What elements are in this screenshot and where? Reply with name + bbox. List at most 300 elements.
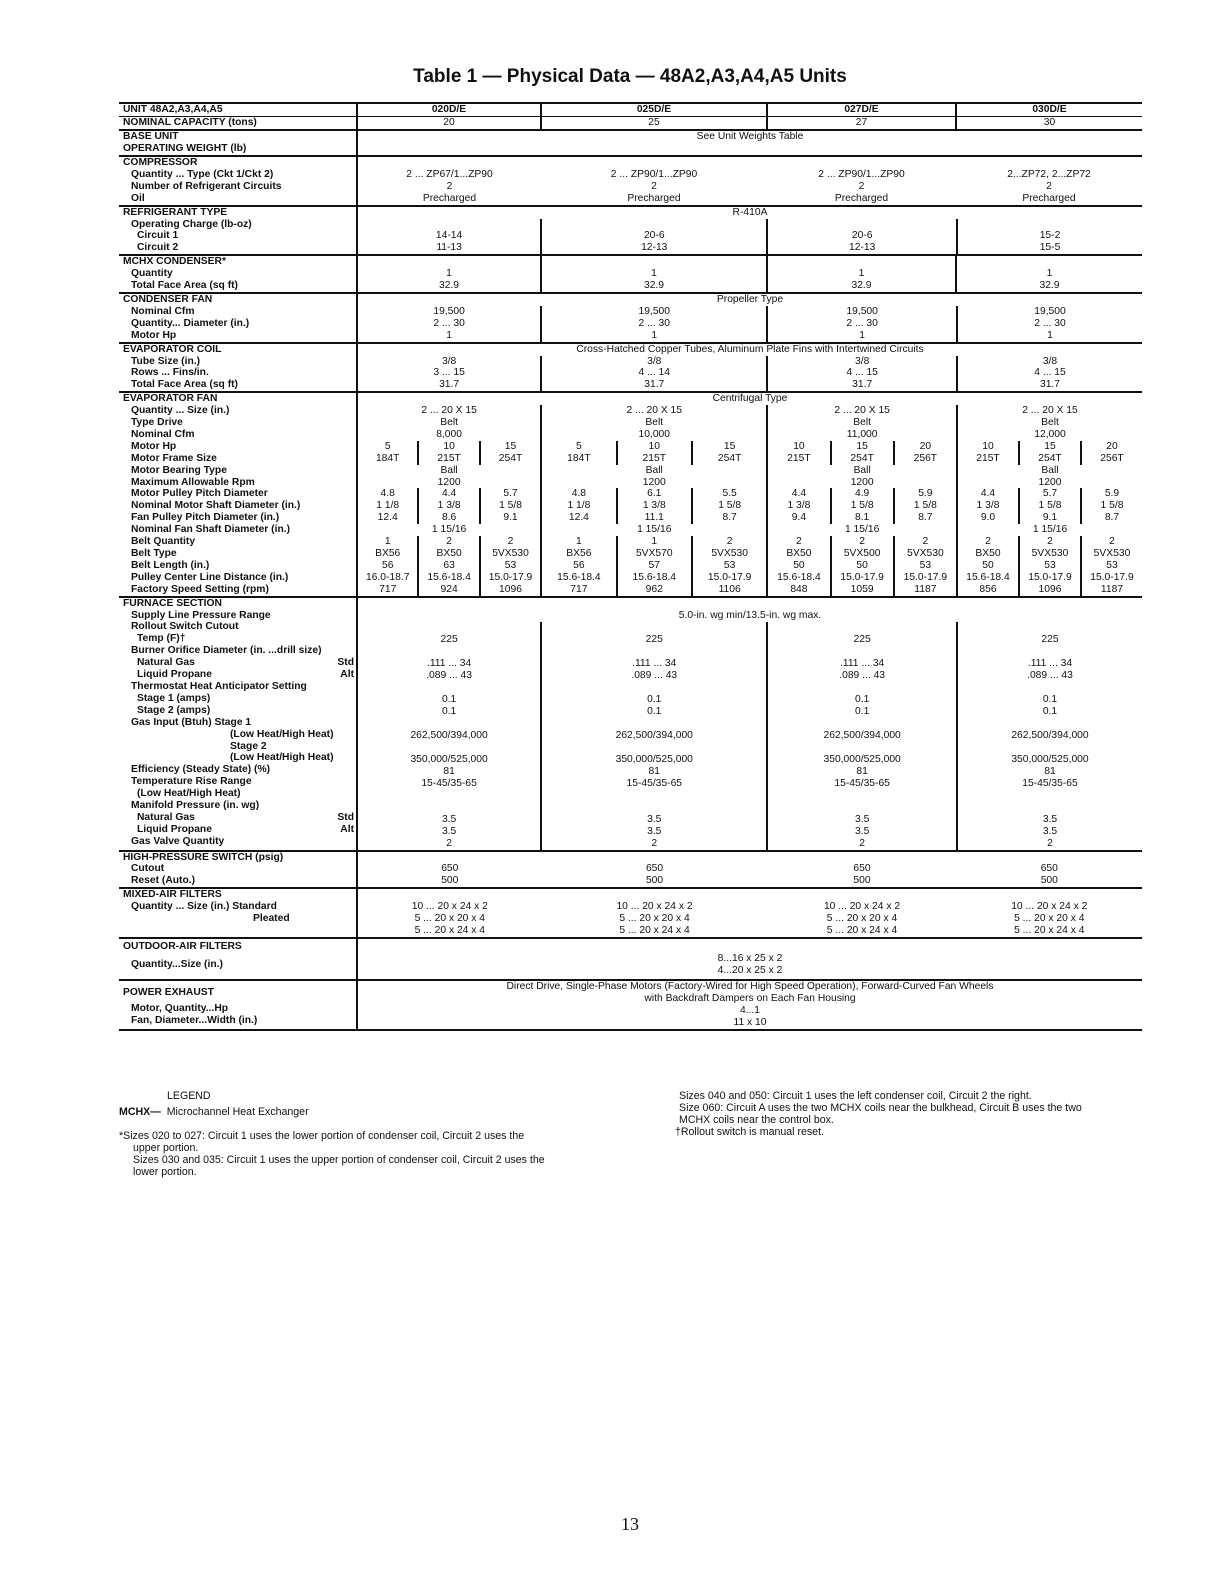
value: 15 <box>479 441 540 453</box>
value: 3/8 <box>647 355 662 367</box>
label: Temperature Rise Range <box>131 776 252 788</box>
value: 9.1 <box>479 512 540 524</box>
cell <box>767 255 956 293</box>
value: 5VX530 <box>1018 548 1080 560</box>
value <box>958 718 1142 730</box>
value: 2 ... ZP90/1...ZP90 <box>610 168 698 180</box>
value: 2 <box>479 536 540 548</box>
refrigerant-values <box>358 219 1142 255</box>
value: 9.0 <box>980 512 996 524</box>
value <box>768 802 956 814</box>
value: 1 <box>651 268 657 280</box>
triple-row <box>358 441 540 453</box>
value <box>768 718 956 730</box>
value: 11,000 <box>846 428 878 440</box>
value <box>542 622 766 634</box>
value: 31.7 <box>644 379 665 391</box>
value: 2 <box>691 536 766 548</box>
value <box>358 718 540 730</box>
value <box>542 646 766 658</box>
value: 2 <box>1080 536 1142 548</box>
value: 12.4 <box>568 512 589 524</box>
value <box>358 646 540 658</box>
value: 2 ... 20 X 15 <box>1022 405 1078 417</box>
value: 1 <box>446 329 452 341</box>
refrigerant-row <box>119 206 1142 256</box>
value: 8...16 x 25 x 2 <box>717 952 783 964</box>
value: 56 <box>381 559 394 571</box>
value: 2 <box>796 536 802 548</box>
label <box>123 812 354 824</box>
triple-row <box>958 453 1142 465</box>
value: 2 <box>858 180 865 192</box>
outdoor-air-filters-row <box>119 938 1142 980</box>
value: 11.1 <box>616 512 691 524</box>
unit-header: UNIT 48A2,A3,A4,A5 <box>119 103 357 117</box>
row-label <box>119 597 357 851</box>
value: 15.6-18.4 <box>616 572 691 584</box>
value: 0.1 <box>647 693 662 705</box>
value: Precharged <box>627 192 681 204</box>
value: 1200 <box>1038 476 1062 488</box>
value: 56 <box>573 559 585 571</box>
value: 962 <box>616 584 691 596</box>
value: 10,000 <box>638 428 670 440</box>
cell <box>357 343 1142 393</box>
value: 6.1 <box>616 488 691 500</box>
value: 215T <box>616 453 691 465</box>
value <box>958 742 1142 754</box>
cell <box>956 219 1142 255</box>
value: 4.8 <box>380 488 395 500</box>
label: Liquid Propane <box>137 823 212 835</box>
value: 0.1 <box>441 693 457 705</box>
value <box>958 646 1142 658</box>
value: Ball <box>1041 464 1059 476</box>
value: 20 <box>893 441 956 453</box>
label: Motor Frame Size <box>131 452 217 464</box>
triple-row <box>768 536 956 548</box>
cell <box>541 255 767 293</box>
base-unit-row <box>119 130 1142 156</box>
supply-pressure-value: 5.0-in. wg min/13.5-in. wg max. <box>678 609 822 621</box>
value: 15.6-18.4 <box>777 571 821 583</box>
triple-row <box>768 548 956 560</box>
cell <box>540 219 766 255</box>
triple-row <box>358 584 540 596</box>
value: 53 <box>1018 560 1080 572</box>
value: 3.5 <box>441 825 457 837</box>
label: Total Face Area (sq ft) <box>131 280 238 292</box>
label: Stage 2 <box>230 740 267 752</box>
footnote: Sizes 040 and 050: Circuit 1 uses the left condenser coil, Circuit 2 the right. <box>679 1090 1032 1102</box>
value: 1 5/8 <box>1080 500 1142 512</box>
value: 848 <box>790 583 808 595</box>
value <box>358 682 540 694</box>
label: Circuit 1 <box>137 230 179 242</box>
refrigerant-type: R-410A <box>732 206 768 218</box>
legend-heading: LEGEND <box>167 1090 211 1102</box>
evaporator-coil-type: Cross-Hatched Copper Tubes, Aluminum Plate Fins with Intertwined Circuits <box>576 343 924 355</box>
value: BX56 <box>375 548 401 559</box>
col-020: 020D/E <box>357 103 541 117</box>
value: 32.9 <box>1039 280 1060 292</box>
footnote: lower portion. <box>133 1166 197 1178</box>
value <box>768 742 956 754</box>
label: Fan, Diameter...Width (in.) <box>131 1014 258 1026</box>
col-025: 025D/E <box>541 103 767 117</box>
value: 1 5/8 <box>479 500 540 512</box>
value: 81 <box>1044 765 1056 777</box>
value: Ball <box>853 464 871 476</box>
value: 81 <box>856 765 868 777</box>
cell <box>357 206 1142 256</box>
label: FURNACE SECTION <box>123 597 222 609</box>
value: .089 ... 43 <box>631 669 678 681</box>
mixed-air-filters-row <box>119 888 1142 938</box>
label: Temp (F)† <box>137 633 186 645</box>
row-label <box>119 156 357 206</box>
value: 1 15/16 <box>844 524 880 536</box>
value: 500 <box>645 875 664 887</box>
furnace-col <box>956 622 1142 850</box>
label: Stage 2 (amps) <box>137 704 211 716</box>
value: 0.1 <box>441 705 457 717</box>
label: Circuit 2 <box>137 242 179 254</box>
value: 3/8 <box>1042 355 1058 367</box>
cell <box>956 255 1142 293</box>
col-030: 030D/E <box>956 103 1142 117</box>
evap-fan-col <box>358 405 540 596</box>
value: 32.9 <box>643 280 665 292</box>
triple-row <box>768 584 956 596</box>
value: 20 <box>1080 441 1142 453</box>
hps-values <box>358 852 1142 888</box>
value: 650 <box>441 863 459 875</box>
value: 10 ... 20 x 24 x 2 <box>1011 901 1088 913</box>
value: 1096 <box>1018 584 1080 596</box>
value: 12.4 <box>377 512 398 524</box>
value: 262,500/394,000 <box>823 729 901 741</box>
value: 1 <box>384 536 391 548</box>
row-label <box>119 130 357 156</box>
row-label <box>119 888 357 938</box>
label: Operating Charge (lb-oz) <box>131 218 252 230</box>
value <box>958 802 1142 814</box>
label: (Low Heat/High Heat) <box>230 752 334 764</box>
value: Belt <box>1041 417 1059 429</box>
triple-row <box>542 572 766 584</box>
value: 8.7 <box>893 512 956 524</box>
value: 11-13 <box>436 242 462 254</box>
value: .089 ... 43 <box>426 669 472 681</box>
value: 5.7 <box>1018 488 1080 500</box>
triple-row <box>768 441 956 453</box>
cell <box>358 356 540 392</box>
value: 350,000/525,000 <box>615 753 693 765</box>
value: 2 ... 20 X 15 <box>834 405 890 417</box>
triple-row <box>358 560 540 572</box>
power-exhaust-row <box>119 980 1142 1030</box>
value: 10 ... 20 x 24 x 2 <box>823 901 901 913</box>
value: 3.5 <box>1042 813 1058 825</box>
value: 12-13 <box>641 242 668 254</box>
value: 4.8 <box>571 488 587 500</box>
value: 350,000/525,000 <box>823 753 901 765</box>
value: 15.6-18.4 <box>966 571 1010 583</box>
label: Number of Refrigerant Circuits <box>131 180 282 192</box>
label <box>123 669 354 681</box>
row-label <box>119 392 357 596</box>
label: OUTDOOR-AIR FILTERS <box>123 940 242 952</box>
value: Belt <box>440 417 458 429</box>
label: Gas Input (Btuh) Stage 1 <box>131 716 252 728</box>
value: 4...20 x 25 x 2 <box>717 964 783 976</box>
value: 256T <box>1080 453 1142 465</box>
value: 1 15/16 <box>1032 524 1068 536</box>
label: Pleated <box>253 913 290 925</box>
triple-row <box>542 441 766 453</box>
footnote: *Sizes 020 to 027: Circuit 1 uses the lower portion of condenser coil, Circuit 2 uses the <box>119 1130 525 1142</box>
value <box>768 622 956 634</box>
value: 2 ... 30 <box>638 317 670 329</box>
triple-row <box>768 572 956 584</box>
value: 3 ... 15 <box>433 367 465 379</box>
value: 1 3/8 <box>616 500 691 512</box>
cell <box>767 156 956 206</box>
cell <box>956 356 1142 392</box>
cell <box>358 306 540 342</box>
value: 650 <box>1040 863 1058 875</box>
triple-row <box>958 548 1142 560</box>
value: 15-5 <box>1039 242 1061 254</box>
label: Cutout <box>131 863 165 875</box>
triple-row <box>958 572 1142 584</box>
value: 1187 <box>893 584 956 596</box>
value: 1 15/16 <box>431 524 467 536</box>
value: 0.1 <box>854 693 870 705</box>
value: 5VX530 <box>479 548 540 560</box>
label: Fan Pulley Pitch Diameter (in.) <box>131 512 280 524</box>
value: 53 <box>1080 560 1142 572</box>
footnote: Sizes 030 and 035: Circuit 1 uses the upper portion of condenser coil, Circuit 2 uses the <box>133 1154 545 1166</box>
triple-row <box>768 512 956 524</box>
value: 8.7 <box>691 512 766 524</box>
cell <box>766 356 956 392</box>
value: .111 ... 34 <box>632 657 677 669</box>
value: 15 <box>830 441 893 453</box>
value: 1 3/8 <box>976 500 1000 512</box>
value: BX56 <box>566 548 592 559</box>
cell <box>957 889 1142 937</box>
footnote: upper portion. <box>133 1142 199 1154</box>
value: 31.7 <box>1039 379 1061 391</box>
value: 650 <box>645 863 664 875</box>
value: 10 <box>417 441 478 453</box>
label: Belt Type <box>131 548 177 559</box>
cell: 25 <box>541 117 767 131</box>
label: OPERATING WEIGHT (lb) <box>123 142 247 154</box>
label: Quantity <box>131 268 173 280</box>
value: 8.7 <box>1080 512 1142 524</box>
value: 3/8 <box>441 355 457 367</box>
value: 81 <box>443 765 455 777</box>
value: Precharged <box>422 192 477 204</box>
value: BX50 <box>417 548 478 560</box>
value: 1200 <box>642 476 666 488</box>
value: 0.1 <box>647 705 662 717</box>
value: 1 <box>651 329 658 341</box>
value: 2 ... 20 X 15 <box>421 405 477 417</box>
cell <box>956 306 1142 342</box>
value: 15.0-17.9 <box>1018 572 1080 584</box>
value <box>358 790 540 802</box>
value: 225 <box>440 633 458 645</box>
value: 350,000/525,000 <box>410 753 488 765</box>
value: 8.1 <box>830 512 893 524</box>
value: 10 <box>616 441 691 453</box>
row-label <box>119 980 357 1030</box>
value: 5.9 <box>1080 488 1142 500</box>
label: Tube Size (in.) <box>131 355 201 367</box>
value: 4.4 <box>417 488 478 500</box>
value <box>958 790 1142 802</box>
value: 3.5 <box>1042 825 1058 837</box>
value: 254T <box>479 453 540 465</box>
value: 15-45/35-65 <box>834 777 890 789</box>
label: Maximum Allowable Rpm <box>131 476 255 488</box>
label: BASE UNIT <box>123 131 179 142</box>
condenser-fan-values <box>358 306 1142 342</box>
triple-row <box>358 500 540 512</box>
page-title: Table 1 — Physical Data — 48A2,A3,A4,A5 Units <box>413 66 847 87</box>
cell <box>956 156 1142 206</box>
value: BX50 <box>975 548 1001 559</box>
label: Motor Pulley Pitch Diameter <box>131 488 268 500</box>
row-label <box>119 851 357 889</box>
value: 4.9 <box>830 488 893 500</box>
value: .111 ... 34 <box>840 657 885 669</box>
value: .111 ... 34 <box>1027 657 1073 669</box>
label: EVAPORATOR COIL <box>123 343 222 355</box>
value: 262,500/394,000 <box>1011 729 1089 741</box>
label: Motor Bearing Type <box>131 464 227 476</box>
value: 2 <box>651 837 658 849</box>
value: 254T <box>1018 453 1080 465</box>
value: 9.4 <box>791 512 807 524</box>
label: Rollout Switch Cutout <box>131 621 239 633</box>
value: 717 <box>379 583 397 595</box>
value: 19,500 <box>846 305 878 317</box>
mixed-air-values <box>358 889 1142 937</box>
value: 32.9 <box>851 280 872 292</box>
evaporator-coil-values <box>358 356 1142 392</box>
legend-mchx <box>119 1106 609 1118</box>
cell <box>357 156 541 206</box>
cell <box>358 889 542 937</box>
value: 32.9 <box>438 280 460 292</box>
value: 254T <box>691 453 766 465</box>
label: Manifold Pressure (in. wg) <box>131 800 260 812</box>
value: 924 <box>417 584 478 596</box>
value: 2 ... ZP90/1...ZP90 <box>818 168 905 180</box>
cell <box>542 852 768 888</box>
value: 1200 <box>850 476 874 488</box>
value: 2 ... 30 <box>1034 317 1066 329</box>
value: 15-45/35-65 <box>1022 777 1078 789</box>
value: 15 <box>1018 441 1080 453</box>
value: 2 ... ZP67/1...ZP90 <box>406 168 493 180</box>
row-label <box>119 255 357 293</box>
value: 215T <box>976 452 1000 464</box>
value: 5 ... 20 x 24 x 4 <box>414 924 485 936</box>
value: 2 <box>446 837 452 849</box>
value: 2 ... 30 <box>433 317 465 329</box>
label: POWER EXHAUST <box>123 986 214 998</box>
value: 20-6 <box>643 230 665 242</box>
value: Ball <box>645 464 663 476</box>
value: 1 3/8 <box>787 500 811 512</box>
value: 225 <box>645 633 663 645</box>
label <box>123 824 354 836</box>
triple-row <box>958 536 1142 548</box>
furnace-cell <box>357 597 1142 851</box>
value: 2 ... 30 <box>846 317 878 329</box>
label: Alt <box>340 823 354 835</box>
value: 2 <box>985 536 991 548</box>
value <box>542 742 766 754</box>
triple-row <box>358 512 540 524</box>
value: 19,500 <box>638 305 670 317</box>
cell <box>767 852 956 888</box>
value: 2 <box>446 180 453 192</box>
row-label <box>119 206 357 256</box>
value: 717 <box>570 583 588 595</box>
triple-row <box>958 441 1142 453</box>
value <box>542 682 766 694</box>
value: 215T <box>417 453 478 465</box>
cell <box>540 306 766 342</box>
value: 15.0-17.9 <box>479 572 540 584</box>
value <box>542 802 766 814</box>
value: 5 ... 20 x 20 x 4 <box>619 913 690 925</box>
label: Natural Gas <box>137 657 195 669</box>
row-label <box>119 343 357 393</box>
value: 16.0-18.7 <box>365 571 410 583</box>
label: (Low Heat/High Heat) <box>230 728 334 740</box>
value: 1 <box>858 268 865 280</box>
furnace-col <box>358 622 540 850</box>
high-pressure-switch-row <box>119 851 1142 889</box>
cell: 20 <box>357 117 541 131</box>
triple-row <box>542 453 766 465</box>
value <box>958 622 1142 634</box>
label: Total Face Area (sq ft) <box>131 379 238 391</box>
value: 50 <box>830 560 893 572</box>
value: 5.7 <box>479 488 540 500</box>
value: 1106 <box>691 584 766 596</box>
value: Ball <box>440 464 458 476</box>
value: 2 <box>1047 837 1053 849</box>
value: 500 <box>441 875 459 887</box>
triple-row <box>958 488 1142 500</box>
evap-fan-cell <box>357 392 1142 596</box>
value <box>958 682 1142 694</box>
value: 4.4 <box>980 488 996 500</box>
value: 5 <box>576 440 582 452</box>
cell <box>357 888 1142 938</box>
value: 19,500 <box>1034 305 1066 317</box>
